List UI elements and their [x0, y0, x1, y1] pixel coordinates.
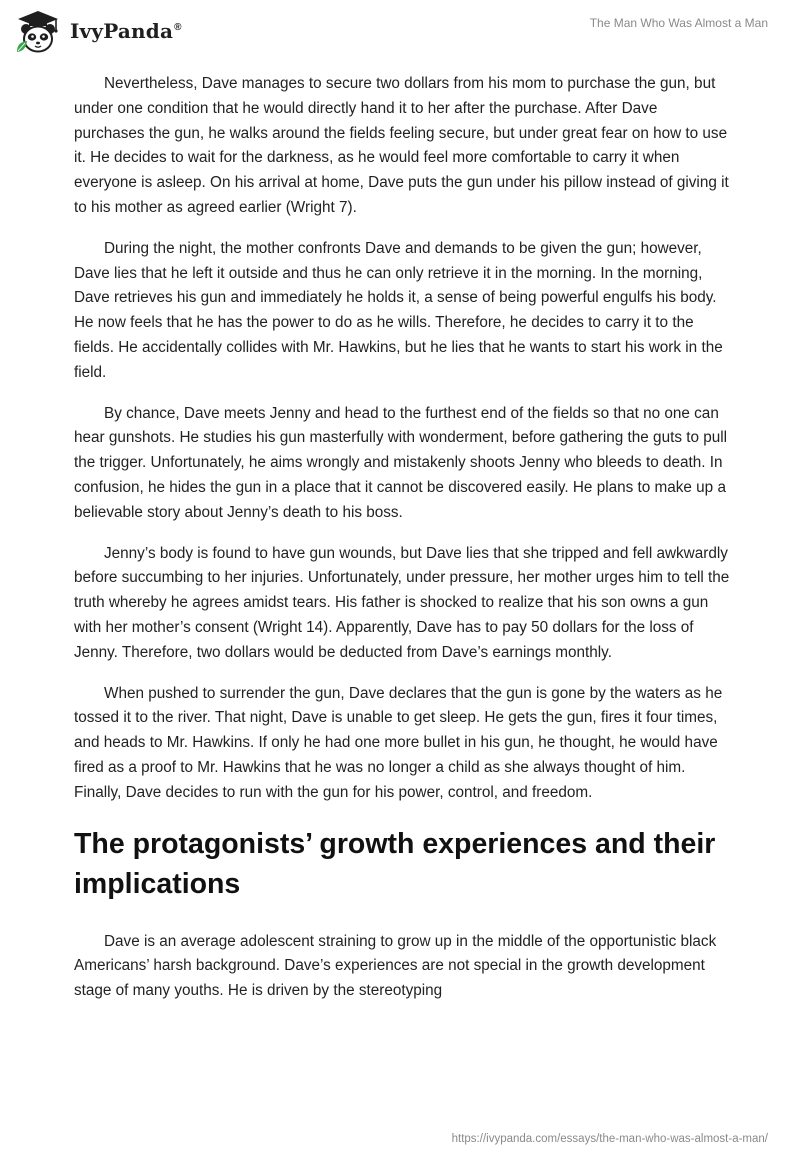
source-url[interactable]: https://ivypanda.com/essays/the-man-who-was-almost-a-man/ [451, 1133, 768, 1145]
article-body [74, 72, 730, 1020]
paragraph: By chance, Dave meets Jenny and head to the furthest end of the fields so that no one can hear gunshots. He studies his gun masterfully with wonderment, before gathering the guts to pull the trigger. Unfortunately, he aims wrongly and mistakenly shoots Jenny who bleeds to death. In confusion, he hides the gun in a place that it cannot be discovered easily. He plans to make up a believable story about Jenny’s death to his boss. [74, 404, 728, 521]
registered-mark: ® [174, 22, 182, 33]
paragraph: Jenny’s body is found to have gun wounds, but Dave lies that she tripped and fell awkwardly before succumbing to her injuries. Unfortunately, under pressure, her mother urges him to tell the truth whereby he agrees amidst tears. His father is shocked to realize that his son owns a gun with her mother’s consent (Wright 14). Apparently, Dave has to pay 50 dollars for the loss of Jenny. Therefore, two dollars would be deducted from Dave’s earnings monthly. [74, 544, 730, 661]
panda-graduation-cap-icon [14, 8, 66, 56]
ivypanda-logo[interactable] [14, 8, 182, 56]
paragraph: During the night, the mother confronts Dave and demands to be given the gun; however, Dave lies that he left it outside and thus he can only retrieve it in the morning. In the morning, Dave retrieves his gun and immediately he holds it, a sense of being powerful engulfs his body. He now feels that he has the power to do as he wills. Therefore, he decides to carry it to the fields. He accidentally collides with Mr. Hawkins, but he lies that he wants to start his work in the field. [74, 239, 723, 381]
brand-name: IvyPanda® [70, 19, 182, 43]
paragraph: Dave is an average adolescent straining to grow up in the middle of the opportunistic black Americans’ harsh background. Dave’s experiences are not special in the growth development stage of many youths. He is driven by the stereotyping [74, 932, 717, 1000]
section-heading: The protagonists’ growth experiences and their implications [74, 827, 716, 900]
page-header [0, 0, 800, 64]
paragraph: Nevertheless, Dave manages to secure two dollars from his mom to purchase the gun, but under one condition that he would directly hand it to her after the purchase. After Dave purchases the gun, he walks around the fields feeling secure, but under great fear on how to use it. He decides to wait for the darkness, as he would feel more comfortable to carry it when everyone is asleep. On his arrival at home, Dave puts the gun under his pillow instead of giving it to his mother as agreed earlier (Wright 7). [74, 75, 729, 216]
paragraph: When pushed to surrender the gun, Dave declares that the gun is gone by the waters as he tossed it to the river. That night, Dave is unable to get sleep. He gets the gun, fires it four times, and heads to Mr. Hawkins. If only he had one more bullet in his gun, he thought, he would have fired as a proof to Mr. Hawkins that he was no longer a child as she always thought of him. Finally, Dave decides to run with the gun for his power, control, and freedom. [74, 684, 723, 801]
document-title: The Man Who Was Almost a Man [589, 16, 768, 30]
